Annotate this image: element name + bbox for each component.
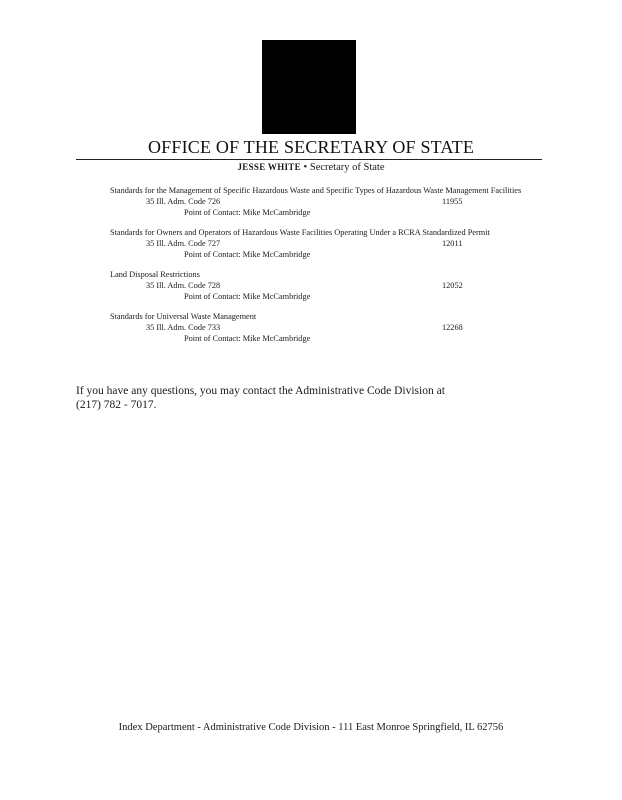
entry-title: Standards for Universal Waste Management [110,312,257,321]
entry-code: 35 Ill. Adm. Code 727 [146,239,221,248]
entry-contact: Point of Contact: Mike McCambridge [184,292,311,301]
closing-paragraph [76,384,496,412]
closing-line: If you have any questions, you may contact the Administrative Code Division at [76,385,445,397]
entry-page: 11955 [442,197,463,206]
entry-contact: Point of Contact: Mike McCambridge [184,208,311,217]
entry-code: 35 Ill. Adm. Code 728 [146,281,221,290]
entry-code: 35 Ill. Adm. Code 733 [146,323,221,332]
entry-title: Land Disposal Restrictions [110,270,200,279]
secretary-role: Secretary of State [309,162,385,173]
header-rule [76,159,542,160]
secretary-separator: • [303,162,308,173]
entry-page: 12011 [442,239,463,248]
state-seal-image [262,40,356,134]
entry-page: 12052 [442,281,463,290]
secretary-line [0,162,622,173]
list-item [110,185,550,218]
list-item [110,269,550,302]
footer-address: Index Department - Administrative Code Division - 111 East Monroe Springfield, IL 62756 [118,722,504,733]
rule-listing [110,185,550,353]
entry-code-row [110,196,550,207]
phone-number: (217) 782 - 7017. [76,399,157,411]
entry-contact: Point of Contact: Mike McCambridge [184,334,311,343]
entry-contact: Point of Contact: Mike McCambridge [184,250,311,259]
entry-code-row [110,238,550,249]
office-title: OFFICE OF THE SECRETARY OF STATE [147,137,475,157]
secretary-name: JESSE WHITE [237,162,301,172]
entry-page: 12268 [442,323,463,332]
list-item [110,227,550,260]
entry-code: 35 Ill. Adm. Code 726 [146,197,221,206]
list-item [110,311,550,344]
entry-code-row [110,322,550,333]
entry-code-row [110,280,550,291]
entry-title: Standards for Owners and Operators of Hazardous Waste Facilities Operating Under a RCRA Standardized Permit [110,228,490,237]
entry-title: Standards for the Management of Specific Hazardous Waste and Specific Types of Hazardous Waste Management Facilities [110,186,522,195]
